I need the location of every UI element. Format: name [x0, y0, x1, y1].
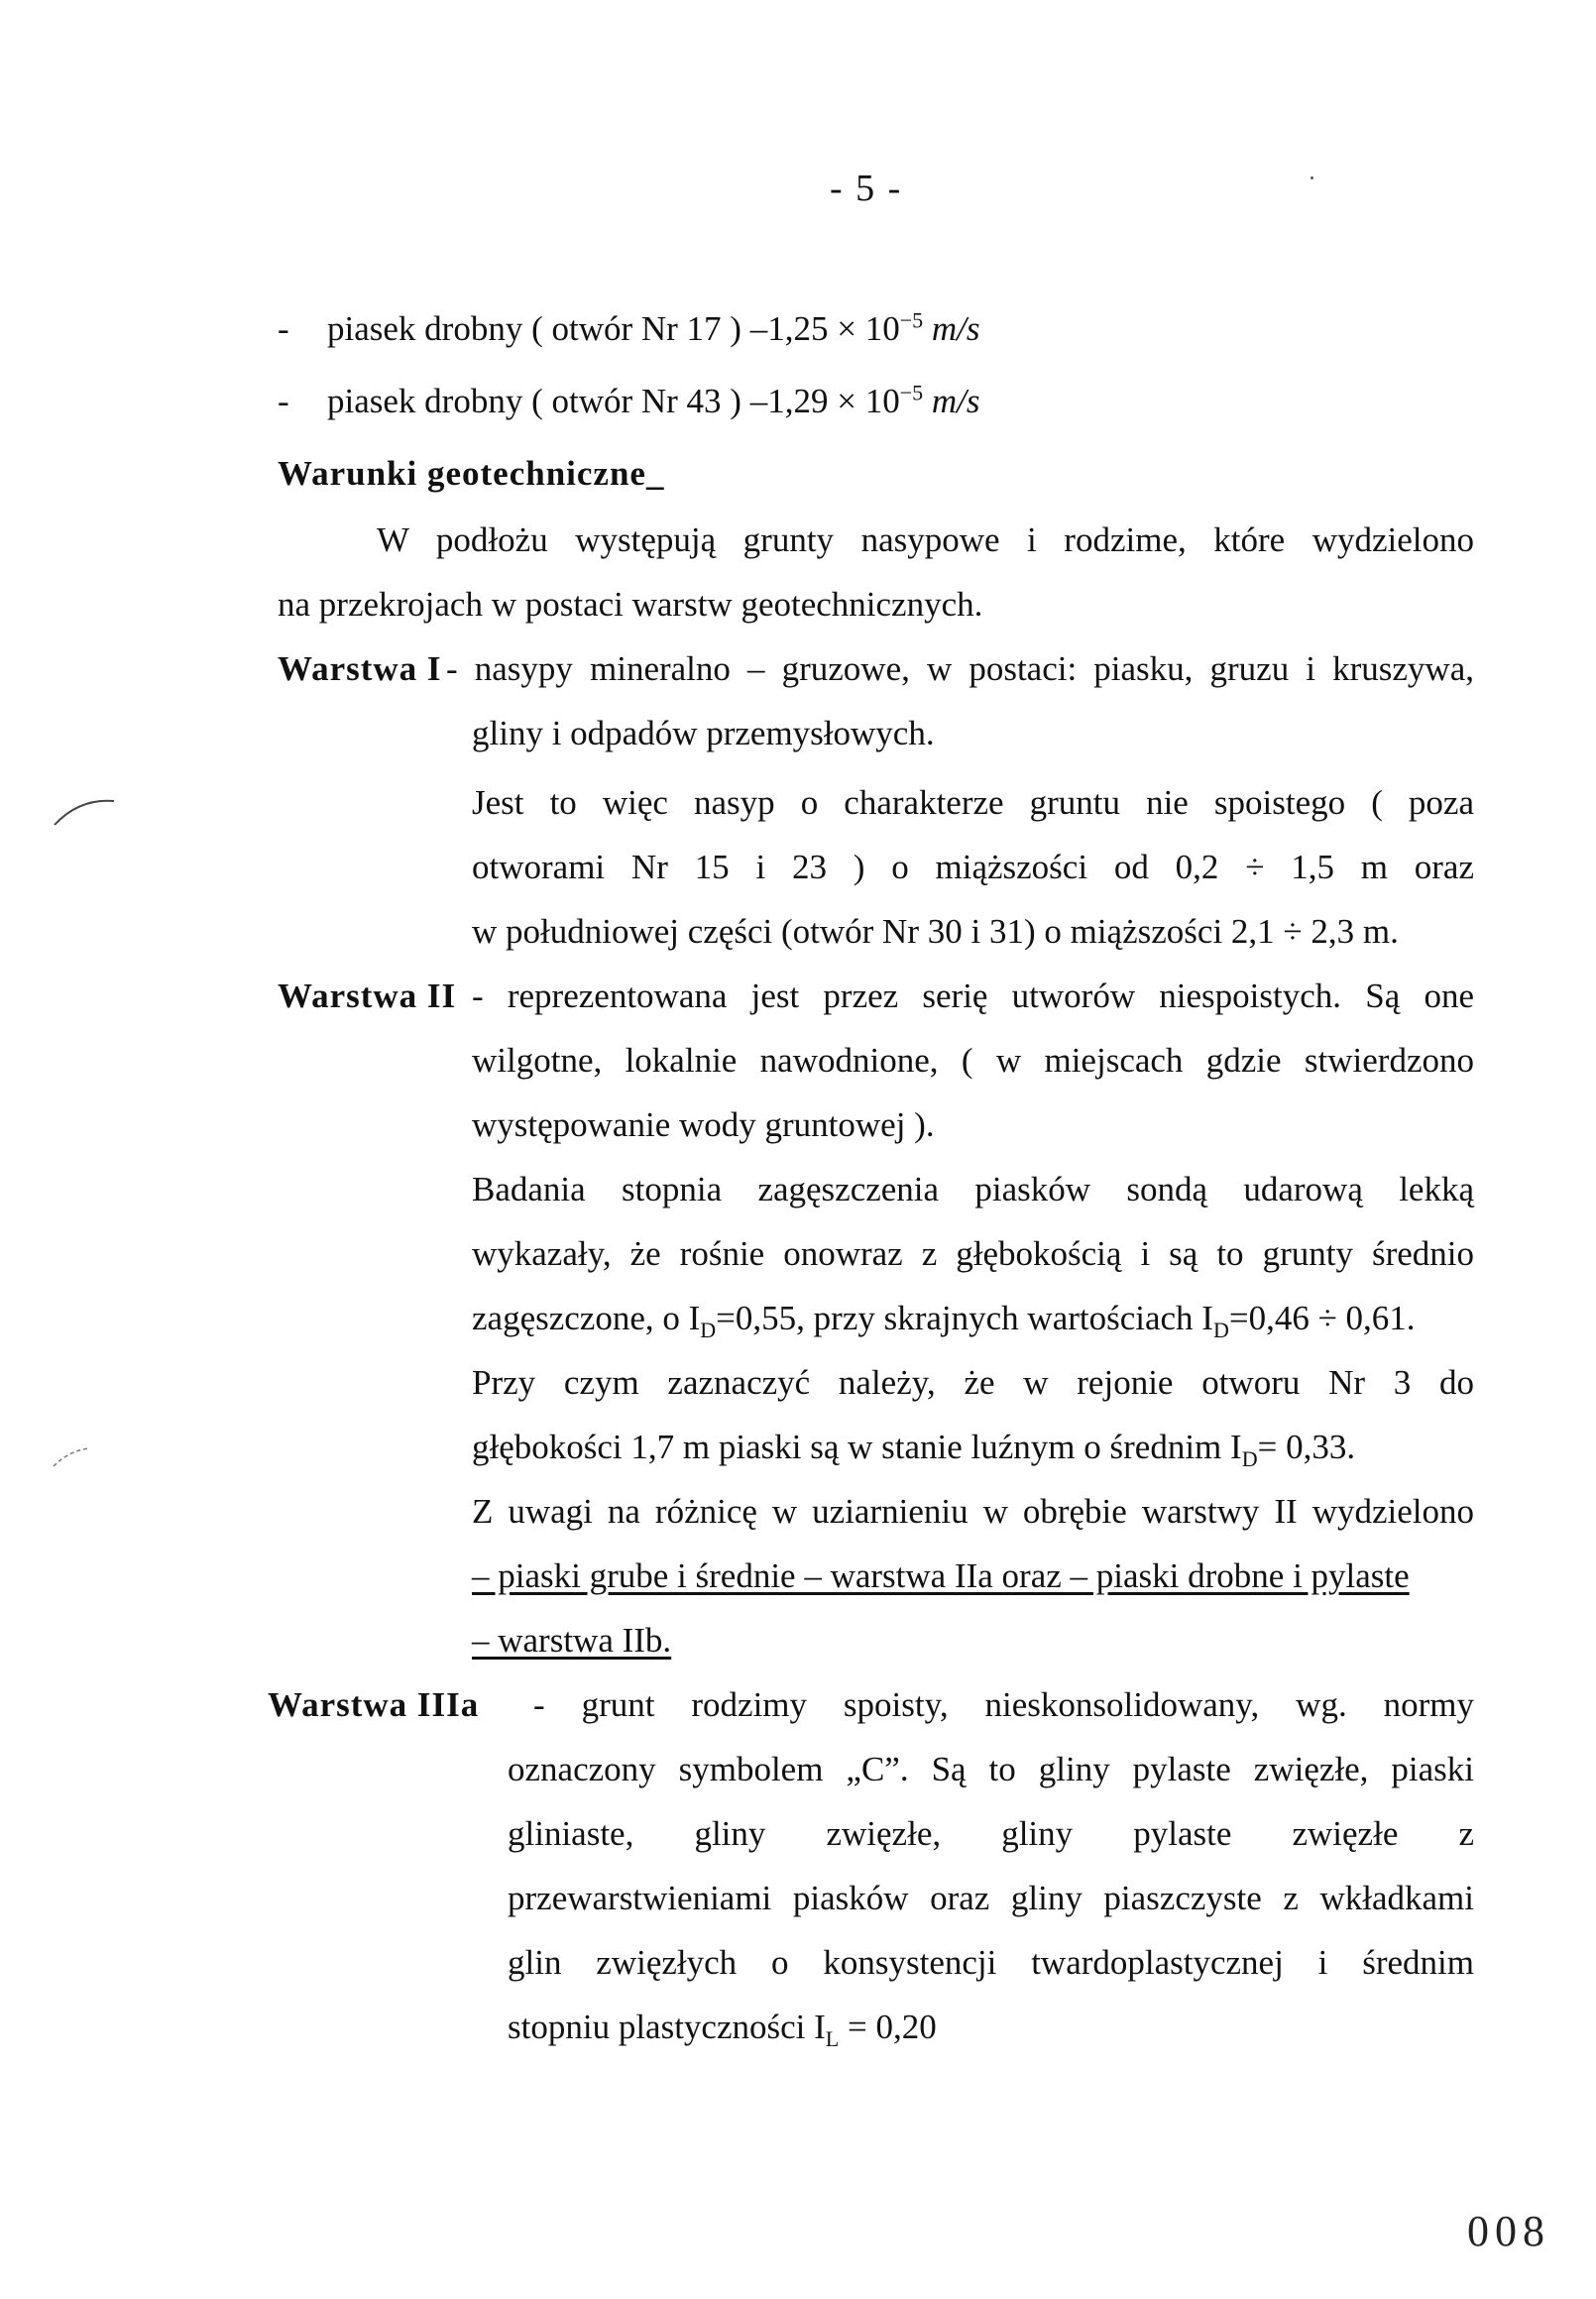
- layer-text-plasticity: [508, 2008, 937, 2051]
- filtration-unit: m/s: [931, 309, 980, 348]
- intro-line: na przekrojach w postaci warstw geotechnicznych.: [278, 585, 983, 624]
- bullet-dash: -: [278, 382, 289, 420]
- scan-mark: [50, 793, 119, 833]
- filtration-text: piasek drobny ( otwór Nr 43 ) –1,29 × 10: [327, 382, 900, 420]
- section-heading: Warunki geotechniczne_: [278, 454, 665, 493]
- intro-line: W podłożu występują grunty nasypowe i rodzime, które wydzielono: [377, 520, 1474, 559]
- bullet-dash: -: [278, 309, 289, 348]
- layer-text: Przy czym zaznaczyć należy, że w rejonie otworu Nr 3 do: [472, 1363, 1474, 1402]
- filtration-text: piasek drobny ( otwór Nr 17 ) –1,25 × 10: [327, 309, 900, 348]
- subscript: L: [825, 2026, 840, 2051]
- layer-text: gliniaste, gliny zwięzłe, gliny pylaste zwięzłe z: [508, 1814, 1474, 1853]
- subscript: D: [1212, 1318, 1229, 1342]
- scan-mark: [50, 1442, 99, 1472]
- layer-text: - reprezentowana jest przez serię utworów niespoistych. Są one: [472, 977, 1474, 1015]
- layer-label: Warstwa II: [278, 977, 457, 1015]
- filtration-exponent: −5: [899, 307, 924, 333]
- layer-text: - grunt rodzimy spoisty, nieskonsolidowany, wg. normy: [533, 1685, 1474, 1724]
- text-part: =0,46 ÷ 0,61.: [1228, 1299, 1416, 1337]
- scan-dot: [1311, 176, 1313, 179]
- layer-text: występowanie wody gruntowej ).: [472, 1105, 935, 1144]
- filtration-exponent: −5: [899, 380, 924, 405]
- layer-text: wykazały, że rośnie onowraz z głębokością i są to grunty średnio: [472, 1234, 1474, 1273]
- text-part: stopniu plastyczności I: [508, 2008, 826, 2046]
- text-part: głębokości 1,7 m piaski są w stanie luźnym o średnim I: [472, 1428, 1242, 1466]
- layer-text: w południowej części (otwór Nr 30 i 31) o miąższości 2,1 ÷ 2,3 m.: [472, 912, 1399, 951]
- layer-text: oznaczony symbolem „C”. Są to gliny pylaste zwięzłe, piaski: [508, 1750, 1474, 1788]
- layer-text-density: [472, 1299, 1416, 1342]
- filtration-item: [327, 382, 980, 421]
- subscript: D: [700, 1318, 717, 1342]
- layer-text: wilgotne, lokalnie nawodnione, ( w miejscach gdzie stwierdzono: [472, 1041, 1474, 1080]
- text-part: zagęszczone, o I: [472, 1299, 701, 1337]
- layer-subdivision: – piaski grube i średnie – warstwa IIa oraz – piaski drobne i pylaste: [472, 1556, 1410, 1595]
- layer-label: Warstwa I: [278, 649, 442, 688]
- layer-text: glin zwięzłych o konsystencji twardoplastycznej i średnim: [508, 1943, 1474, 1982]
- filtration-unit: m/s: [931, 382, 980, 420]
- page-stamp: 008: [1467, 2207, 1550, 2255]
- layer-text-density: [472, 1428, 1356, 1471]
- layer-text: Z uwagi na różnicę w uziarnieniu w obrębie warstwy II wydzielono: [472, 1492, 1474, 1531]
- layer-text: Jest to więc nasyp o charakterze gruntu nie spoistego ( poza: [472, 783, 1474, 822]
- layer-text: przewarstwieniami piasków oraz gliny piaszczyste z wkładkami: [508, 1879, 1474, 1917]
- layer-label: Warstwa IIIa: [268, 1685, 480, 1724]
- filtration-item: [327, 309, 980, 349]
- layer-text: Badania stopnia zagęszczenia piasków sondą udarową lekką: [472, 1170, 1474, 1208]
- layer-subdivision: – warstwa IIb.: [472, 1621, 672, 1660]
- text-part: = 0,33.: [1257, 1428, 1356, 1466]
- subscript: D: [1241, 1446, 1258, 1471]
- text-part: =0,55, przy skrajnych wartościach I: [716, 1299, 1213, 1337]
- layer-text: gliny i odpadów przemysłowych.: [472, 714, 935, 752]
- page-number: - 5 -: [830, 168, 903, 209]
- layer-text: - nasypy mineralno – gruzowe, w postaci: piasku, gruzu i kruszywa,: [446, 649, 1474, 688]
- text-part: = 0,20: [839, 2008, 937, 2046]
- layer-text: otworami Nr 15 i 23 ) o miąższości od 0,2 ÷ 1,5 m oraz: [472, 848, 1474, 886]
